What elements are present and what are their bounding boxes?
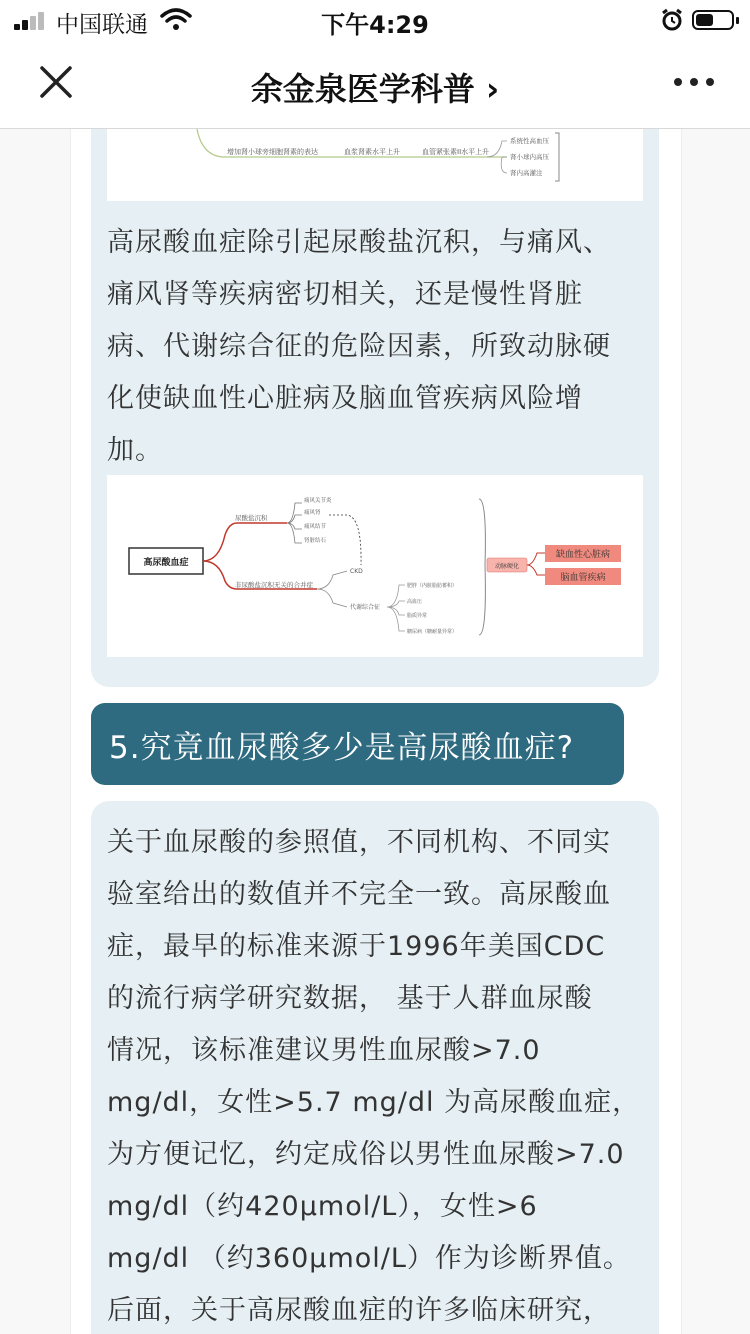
- mindmap-branch: 非尿酸盐沉积无关的合并症: [235, 581, 313, 589]
- diagram-label: 血浆肾素水平上升: [344, 148, 400, 156]
- diagram-label: 血管紧张素II水平上升: [422, 148, 490, 156]
- status-bar: [0, 0, 750, 40]
- svg-text:肥胖（内脏脂肪蓄积）: 肥胖（内脏脂肪蓄积）: [407, 583, 458, 589]
- status-time: 下午4:29: [321, 11, 429, 39]
- svg-text:糖尿病（糖耐量异常）: 糖尿病（糖耐量异常）: [407, 629, 458, 635]
- more-icon[interactable]: [672, 70, 716, 94]
- battery-icon: [692, 10, 734, 30]
- svg-text:高血压: 高血压: [407, 599, 423, 605]
- article-content[interactable]: [0, 129, 750, 1334]
- mindmap-root: 高尿酸血症: [143, 558, 189, 568]
- svg-text:代谢综合征: 代谢综合征: [350, 604, 381, 611]
- account-title-link[interactable]: 余金泉医学科普 ›: [250, 70, 500, 108]
- svg-text:脂质异常: 脂质异常: [407, 613, 428, 619]
- diagram-image-top: [107, 129, 643, 201]
- alarm-icon: [660, 8, 684, 32]
- diagram-label: 系统性高血压: [510, 137, 549, 145]
- mindmap-branch: 尿酸盐沉积: [235, 514, 268, 522]
- section-heading: [91, 703, 624, 785]
- svg-text:肾脏结石: 肾脏结石: [304, 538, 327, 544]
- svg-text:CKD: CKD: [350, 568, 363, 575]
- diagram-label: 肾内高灌注: [510, 169, 543, 177]
- svg-text:痛风肾: 痛风肾: [304, 510, 321, 516]
- svg-text:痛风关节炎: 痛风关节炎: [304, 498, 332, 504]
- mindmap-center: 动脉硬化: [494, 563, 520, 570]
- mindmap-image: [107, 475, 643, 657]
- carrier-name: 中国联通: [56, 12, 148, 38]
- battery-level: [696, 14, 713, 26]
- paragraph: 高尿酸血症除引起尿酸盐沉积，与痛风、 痛风肾等疾病密切相关，还是慢性肾脏 病、代谢综合征的危险因素，所致动脉硬 化使缺血性心脏病及脑血管疾病风险增 加。: [107, 227, 611, 466]
- svg-text:痛风结节: 痛风结节: [304, 524, 327, 530]
- diagram-label: 肾小球内高压: [510, 153, 549, 161]
- mindmap-outcome: 脑血管疾病: [560, 573, 606, 583]
- mindmap-outcome: 缺血性心脏病: [555, 550, 611, 560]
- diagram-label: 增加肾小球旁细胞肾素的表达: [227, 148, 318, 156]
- section-heading-text: 5.究竟血尿酸多少是高尿酸血症?: [109, 730, 575, 766]
- nav-bar: [0, 40, 750, 129]
- paragraph: 关于血尿酸的参照值，不同机构、不同实 验室给出的数值并不完全一致。高尿酸血 症，最早的标准来源于1996年美国CDC 的流行病学研究数据， 基于人群血尿酸 情况，该标准建议男性血尿酸>7.0 mg/dl，女性>5.7 mg/dl 为高尿酸血症， 为方便记忆，约定成俗以男性血尿酸>7.0 mg/dl（约420μmol/L），女性>6 mg/dl （约360μmol/L）作为诊断界值。 后面，关于高尿酸血症的许多临床研究，: [107, 827, 641, 1326]
